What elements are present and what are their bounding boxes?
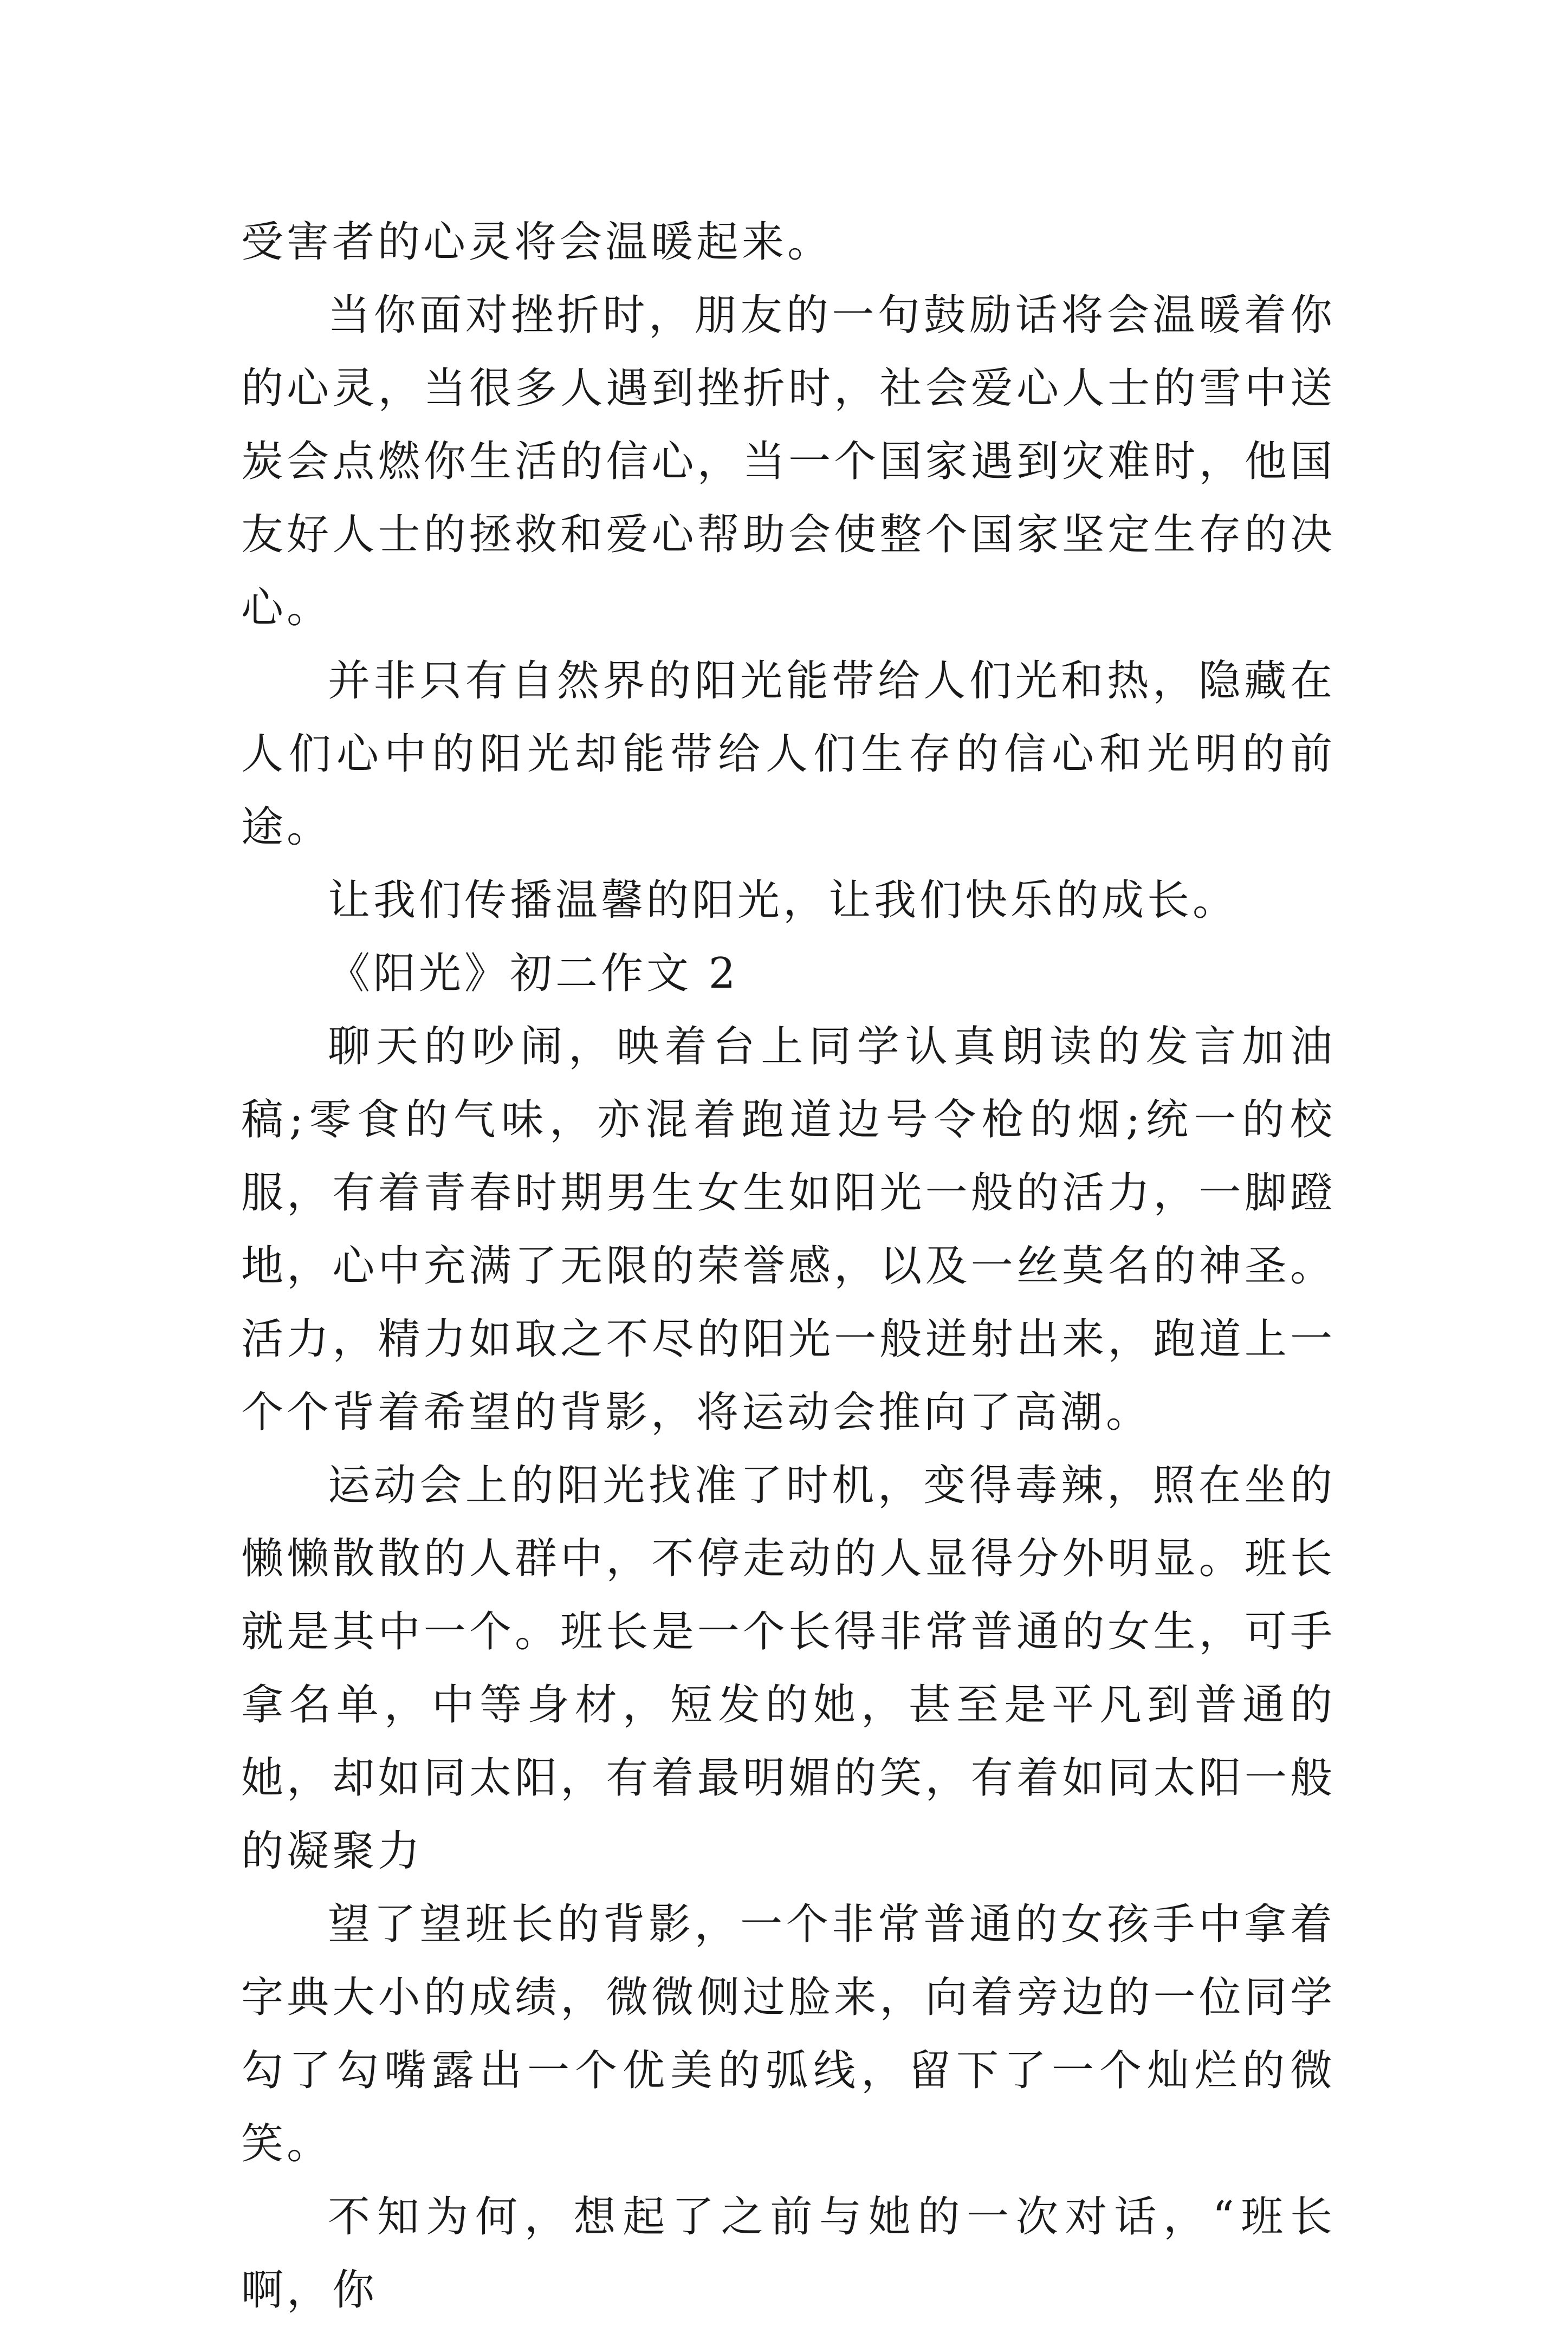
- paragraph-2: 当你面对挫折时，朋友的一句鼓励话将会温暖着你的心灵，当很多人遇到挫折时，社会爱心人士的雪中送炭会点燃你生活的信心，当一个国家遇到灾难时，他国友好人士的拯救和爱心帮助会使整个国家坚定生存的决心。: [241, 291, 1336, 632]
- section-title: 《阳光》初二作文 2: [328, 949, 739, 998]
- paragraph-5: 聊天的吵闹，映着台上同学认真朗读的发言加油稿;零食的气味，亦混着跑道边号令枪的烟;统一的校服，有着青春时期男生女生如阳光一般的活力，一脚蹬地，心中充满了无限的荣誉感，以及一丝莫名的神圣。活力，精力如取之不尽的阳光一般迸射出来，跑道上一个个背着希望的背影，将运动会推向了高潮。: [241, 1022, 1336, 1437]
- paragraph-1: 受害者的心灵将会温暖起来。: [241, 218, 833, 267]
- document-body: [241, 206, 1336, 2327]
- paragraph-8: 不知为何，想起了之前与她的一次对话，“班长啊，你: [241, 2193, 1336, 2315]
- paragraph-4: 让我们传播温馨的阳光，让我们快乐的成长。: [328, 876, 1239, 925]
- paragraph-7: 望了望班长的背影，一个非常普通的女孩手中拿着字典大小的成绩，微微侧过脸来，向着旁边的一位同学勾了勾嘴露出一个优美的弧线，留下了一个灿烂的微笑。: [241, 1900, 1336, 2168]
- paragraph-3: 并非只有自然界的阳光能带给人们光和热，隐藏在人们心中的阳光却能带给人们生存的信心和光明的前途。: [241, 657, 1336, 852]
- paragraph-6: 运动会上的阳光找准了时机，变得毒辣，照在坐的懒懒散散的人群中，不停走动的人显得分外明显。班长就是其中一个。班长是一个长得非常普通的女生，可手拿名单，中等身材，短发的她，甚至是平凡到普通的她，却如同太阳，有着最明媚的笑，有着如同太阳一般的凝聚力: [241, 1461, 1336, 1876]
